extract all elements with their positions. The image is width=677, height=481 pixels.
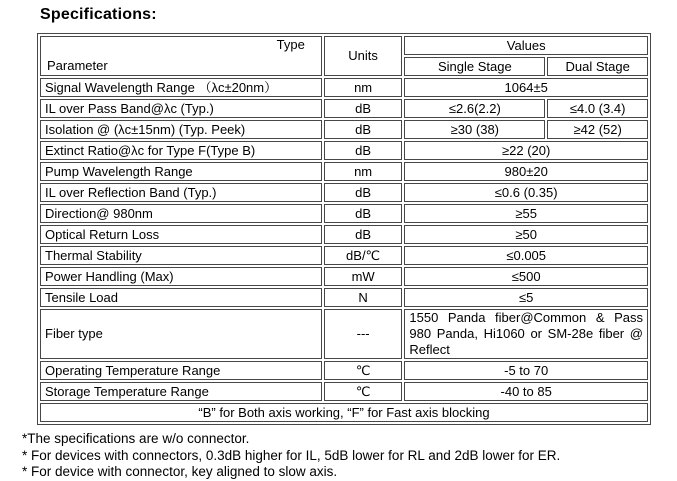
- parameter-cell: Tensile Load: [40, 288, 322, 307]
- units-cell: ---: [324, 309, 403, 359]
- page-title: Specifications:: [40, 6, 157, 23]
- table-row: [40, 141, 648, 160]
- note: * For device with connector, key aligned to slow axis.: [22, 464, 338, 479]
- single-stage-value-cell: ≤2.6(2.2): [404, 99, 545, 118]
- parameter-cell: Operating Temperature Range: [40, 361, 322, 380]
- units-cell: dB: [324, 183, 403, 202]
- value-cell: ≤5: [404, 288, 648, 307]
- units-cell: N: [324, 288, 403, 307]
- units-cell: mW: [324, 267, 403, 286]
- header-dual-stage-cell: Dual Stage: [547, 57, 648, 76]
- value-cell: -40 to 85: [404, 382, 648, 401]
- value-cell: ≥55: [404, 204, 648, 223]
- header-single-stage-cell: Single Stage: [404, 57, 545, 76]
- units-cell: ℃: [324, 361, 403, 380]
- footer-note-cell: “B” for Both axis working, “F” for Fast axis blocking: [40, 403, 648, 422]
- table-row: [40, 361, 648, 380]
- units-cell: dB: [324, 99, 403, 118]
- value-cell: ≤0.005: [404, 246, 648, 265]
- header-row-1: [40, 36, 648, 55]
- table-row: [40, 267, 648, 286]
- note: * For devices with connectors, 0.3dB higher for IL, 5dB lower for RL and 2dB lower for ER.: [22, 447, 561, 463]
- parameter-cell: Isolation @ (λc±15nm) (Typ. Peek): [40, 120, 322, 139]
- note: *The specifications are w/o connector.: [22, 431, 250, 446]
- header-type-label: Type: [276, 37, 305, 52]
- table-row: [40, 225, 648, 244]
- table-row: [40, 204, 648, 223]
- table-row: [40, 183, 648, 202]
- parameter-cell: Extinct Ratio@λc for Type F(Type B): [40, 141, 322, 160]
- single-stage-value-cell: ≥30 (38): [404, 120, 545, 139]
- table-row: [40, 288, 648, 307]
- parameter-cell: Pump Wavelength Range: [40, 162, 322, 181]
- header-parameter-type-cell: [40, 36, 322, 76]
- parameter-cell: IL over Pass Band@λc (Typ.): [40, 99, 322, 118]
- specifications-table: [37, 33, 651, 425]
- units-cell: nm: [324, 162, 403, 181]
- parameter-cell: Power Handling (Max): [40, 267, 322, 286]
- value-cell: 1064±5: [404, 78, 648, 97]
- units-cell: dB: [324, 120, 403, 139]
- parameter-cell: Optical Return Loss: [40, 225, 322, 244]
- parameter-cell: IL over Reflection Band (Typ.): [40, 183, 322, 202]
- table-row: [40, 78, 648, 97]
- units-cell: dB: [324, 141, 403, 160]
- header-values-cell: Values: [404, 36, 648, 55]
- parameter-cell: Thermal Stability: [40, 246, 322, 265]
- units-cell: dB: [324, 225, 403, 244]
- footnotes: [22, 431, 677, 481]
- units-cell: dB: [324, 204, 403, 223]
- value-cell: ≥22 (20): [404, 141, 648, 160]
- value-cell: ≥50: [404, 225, 648, 244]
- parameter-cell: Storage Temperature Range: [40, 382, 322, 401]
- header-parameter-label: Parameter: [47, 58, 108, 73]
- table-footer-row: [40, 403, 648, 422]
- table-row: [40, 99, 648, 118]
- header-units-cell: Units: [324, 36, 403, 76]
- dual-stage-value-cell: ≥42 (52): [547, 120, 648, 139]
- dual-stage-value-cell: ≤4.0 (3.4): [547, 99, 648, 118]
- table-row: [40, 246, 648, 265]
- units-cell: nm: [324, 78, 403, 97]
- value-cell: ≤500: [404, 267, 648, 286]
- specifications-page: [0, 6, 677, 481]
- parameter-cell: Signal Wavelength Range （λc±20nm）: [40, 78, 322, 97]
- value-cell: -5 to 70: [404, 361, 648, 380]
- units-cell: dB/℃: [324, 246, 403, 265]
- units-cell: ℃: [324, 382, 403, 401]
- table-row: [40, 382, 648, 401]
- value-cell: ≤0.6 (0.35): [404, 183, 648, 202]
- parameter-cell: Direction@ 980nm: [40, 204, 322, 223]
- table-row: [40, 162, 648, 181]
- value-cell: 1550 Panda fiber@Common & Pass 980 Panda, Hi1060 or SM-28e fiber @ Reflect: [404, 309, 648, 359]
- value-cell: 980±20: [404, 162, 648, 181]
- parameter-cell: Fiber type: [40, 309, 322, 359]
- table-row: [40, 120, 648, 139]
- table-row: [40, 309, 648, 359]
